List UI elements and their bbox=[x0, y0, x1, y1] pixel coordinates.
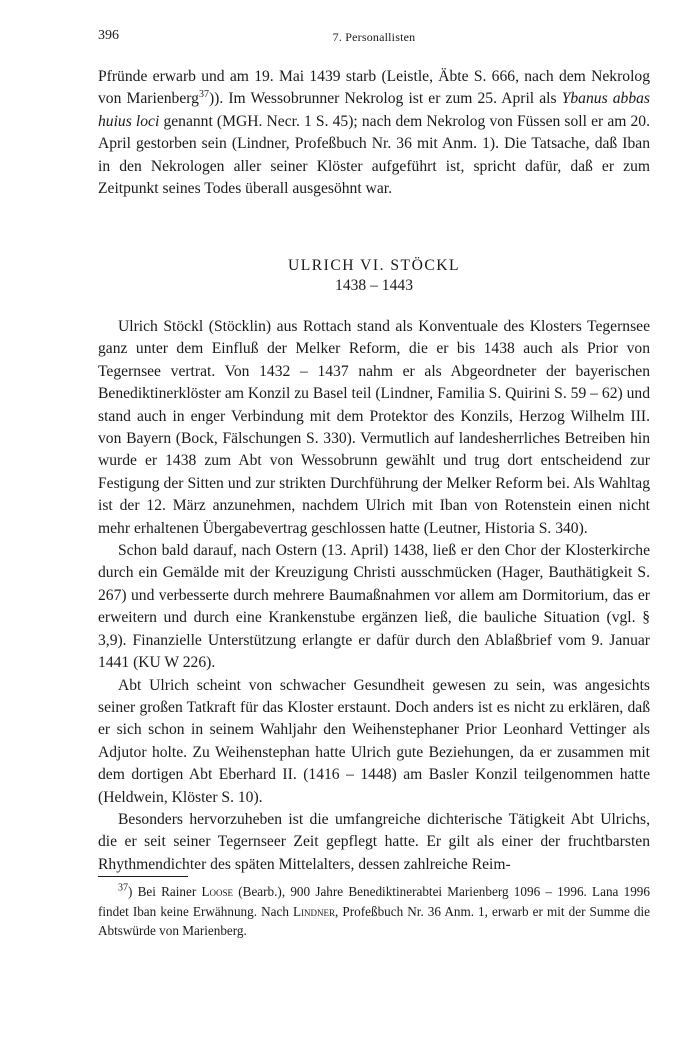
footnote-reference: 37 bbox=[198, 89, 209, 101]
paragraph: Abt Ulrich scheint von schwacher Gesundheit gewesen zu sein, was angesichts seiner großen Tatkraft für das Kloster erstaunt. Doch anders ist es nicht zu erklären, daß er sich schon in seinem Wahljahr den Weihenstephaner Prior Leonhard Vettinger als Adjutor holte. Zu Weihenstephan hatte Ulrich gute Beziehungen, da er zusammen mit dem dortigen Abt Eberhard II. (1416 – 1448) am Basler Konzil teilgenommen hatte (Heldwein, Klöster S. 10). bbox=[98, 676, 650, 806]
entry-heading bbox=[98, 256, 650, 296]
section-title: 7. Personallisten bbox=[332, 30, 416, 44]
footnote-author: Loose bbox=[201, 884, 234, 899]
footnote-author: Lindner bbox=[292, 903, 336, 919]
abbot-years: 1438 – 1443 bbox=[335, 277, 413, 294]
page-number: 396 bbox=[98, 28, 119, 43]
paragraph: Schon bald darauf, nach Ostern (13. April) 1438, ließ er den Chor der Klosterkirche durch ein Gemälde mit der Kreuzigung Christi ausschmücken (Hager, Bauthätigkeit S. 267) und verbesserte durch mehrere Baumaßnahmen vor allem am Dormitorium, das er erweitern und durch eine Krankenstube ergänzen ließ, die bauliche Situation (vgl. § 3,9). Finanzielle Unterstützung erlangte er dafür durch den Ablaßbrief vom 9. Januar 1441 (KU W 226). bbox=[98, 542, 650, 672]
paragraph: Besonders hervorzuheben ist die umfangreiche dichterische Tätigkeit Abt Ulrichs, die er seit seiner Tegernseer Zeit gepflegt hatte. Er gilt als einer der fruchtbarsten Rhythmendichter des späten Mittelalters, dessen zahlreiche Reim- bbox=[98, 810, 650, 873]
footnote-rule bbox=[98, 876, 188, 877]
body-text bbox=[98, 316, 650, 876]
intro-text-2: )). Im Wessobrunner Nekrolog ist er zum 25. April als bbox=[208, 90, 562, 108]
footnote: $^{37}$) Bei Rainer Loose (Bearb.), 900 Jahre Benediktinerabtei Marienberg 1096 – 1996. Lana 1996 findet Iban keine Erwähnung. Nach Lindner, Profeßbuch Nr. 36 Anm. 1, erwarb er mit der Summe die Abtswürde von Marienberg. bbox=[98, 882, 651, 938]
running-head bbox=[98, 28, 650, 48]
intro-text-1: Pfründe erwarb und am 19. Mai 1439 starb (Leistle, Äbte S. 666, nach dem Nekrolog von Marienberg bbox=[98, 68, 650, 108]
abbot-name: ULRICH VI. STÖCKL bbox=[287, 257, 461, 274]
paragraph: Ulrich Stöckl (Stöcklin) aus Rottach stand als Konventuale des Klosters Tegernsee ganz unter dem Einfluß der Melker Reform, die er bis 1438 auch als Prior von Tegernsee vertrat. Von 1432 – 1437 nahm er als Abgeordneter der bayerischen Benediktinerklöster am Konzil zu Basel teil (Lindner, Familia S. Quirini S. 59 – 62) und stand auch in enger Verbindung mit dem Protektor des Konzils, Herzog Wilhelm III. von Bayern (Bock, Fälschungen S. 330). Vermutlich auf landesherrliches Betreiben hin wurde er 1438 zum Abt von Wessobrunn gewählt und trug dort entscheidend zur Festigung der Sitten und zur strikten Durchführung der Melker Reform bei. Als Wahltag ist der 12. März anzunehmen, nachdem Ulrich mit Iban von Rotenstein einen nicht mehr erhaltenen Übergabevertrag geschlossen hatte (Leutner, Historia S. 340). bbox=[98, 318, 650, 537]
footnote-number: 37 bbox=[118, 882, 128, 894]
latin-quote: Ybanus abbas huius loci bbox=[98, 90, 650, 130]
intro-text-3: genannt (MGH. Necr. 1 S. 45); nach dem Nekrolog von Füssen soll er am 20. April gestorben sein (Lindner, Profeßbuch Nr. 36 mit Anm. 1). Die Tatsache, daß Iban in den Nekrologen aller seiner Klöster aufgeführt ist, spricht dafür, daß er zum Zeitpunkt seines Todes überall ausgesöhnt war. bbox=[98, 112, 650, 198]
intro-paragraph bbox=[98, 66, 650, 200]
